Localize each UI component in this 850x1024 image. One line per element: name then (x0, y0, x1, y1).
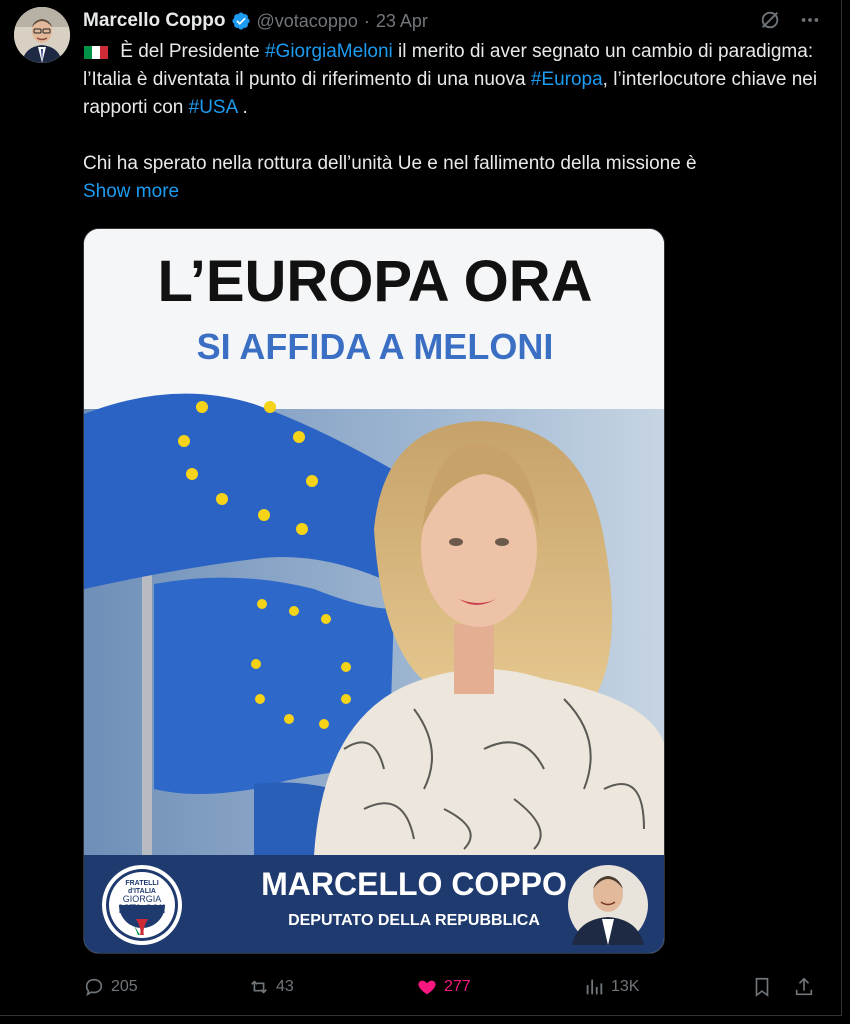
repost-button[interactable] (248, 976, 294, 998)
tweet-text (83, 38, 823, 178)
tweet-header (83, 9, 821, 33)
banner-role: DEPUTATO DELLA REPUBBLICA (288, 912, 540, 929)
tweet-date[interactable]: 23 Apr (375, 10, 428, 31)
action-bar (83, 973, 823, 1003)
logo-text: d'ITALIA (128, 888, 156, 895)
bookmark-button[interactable] (751, 976, 773, 998)
bookmark-icon (751, 976, 773, 998)
author-name[interactable]: Marcello Coppo (83, 10, 226, 31)
grok-icon[interactable] (759, 9, 781, 31)
reply-icon (83, 976, 105, 998)
repost-icon (248, 976, 270, 998)
views-button[interactable] (583, 976, 639, 998)
hashtag-link[interactable]: #USA (188, 97, 238, 118)
logo-text: FRATELLI (125, 880, 159, 887)
hashtag-link[interactable]: #GiorgiaMeloni (264, 41, 393, 62)
text-segment: il merito di aver segnato un cambio di paradigma: l’Italia è diventata il punto di riferimento di una nuova (83, 41, 814, 90)
logo-text: GIORGIA (122, 894, 162, 904)
share-button[interactable] (793, 976, 815, 998)
text-segment: . (237, 97, 248, 118)
text-segment: , l’interlocutore chiave nei rapporti con (83, 69, 818, 118)
date-separator: · (363, 10, 370, 31)
like-count: 277 (444, 978, 471, 995)
reply-button[interactable] (83, 976, 138, 998)
repost-count: 43 (276, 978, 294, 995)
tweet-image[interactable] (83, 228, 665, 954)
banner-name: MARCELLO COPPO (261, 866, 567, 902)
avatar[interactable] (14, 7, 70, 63)
text-paragraph-2: Chi ha sperato nella rottura dell’unità Ue e nel fallimento della missione è (83, 153, 697, 174)
hashtag-link[interactable]: #Europa (530, 69, 603, 90)
views-icon (583, 976, 605, 998)
verified-badge-icon (231, 11, 251, 31)
like-button[interactable] (416, 976, 471, 998)
author-handle[interactable]: @votacoppo (256, 10, 358, 31)
logo-text: MELONI (118, 902, 166, 916)
poster-subheadline: SI AFFIDA A MELONI (196, 326, 554, 367)
show-more-link[interactable]: Show more (83, 181, 180, 202)
text-segment: È del Presidente (115, 41, 265, 62)
share-icon (793, 976, 815, 998)
italy-flag-icon (83, 43, 109, 59)
more-icon[interactable] (799, 9, 821, 31)
reply-count: 205 (111, 978, 138, 995)
poster-headline: L’EUROPA ORA (157, 249, 593, 314)
views-count: 13K (611, 978, 640, 995)
like-icon (416, 976, 438, 998)
